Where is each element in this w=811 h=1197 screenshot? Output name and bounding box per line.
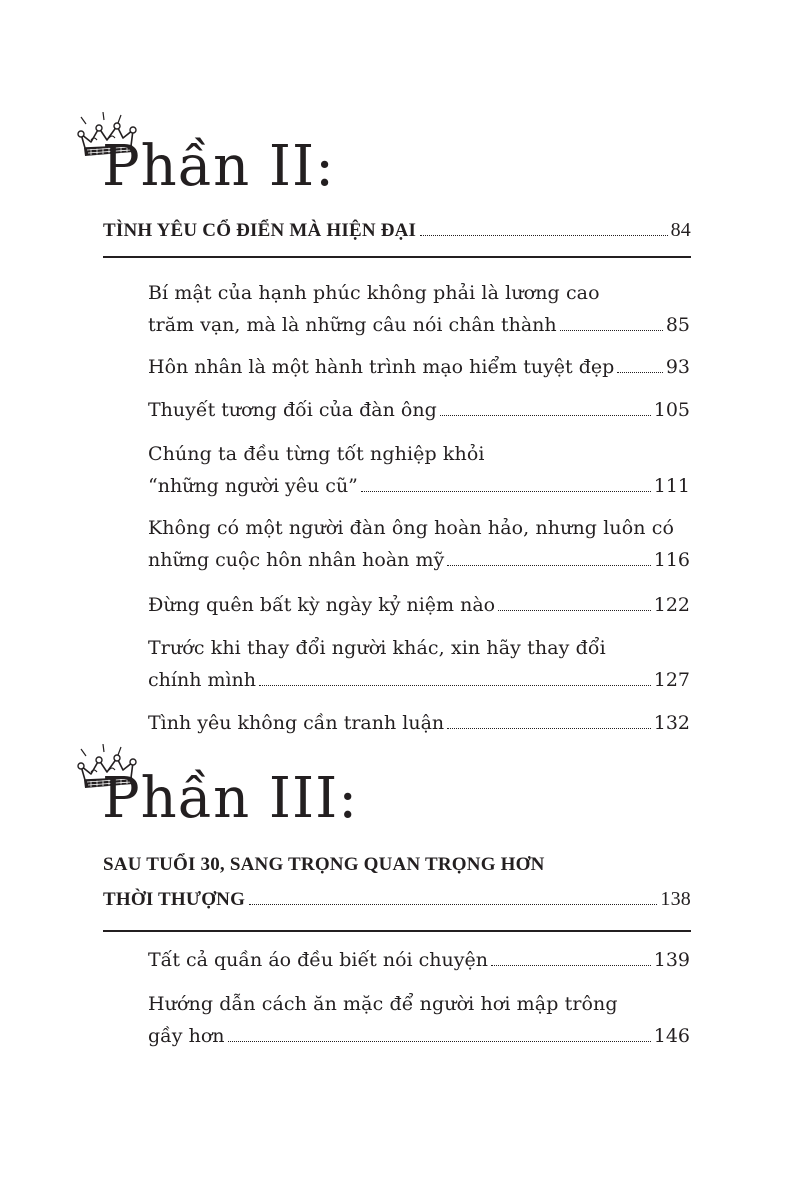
part-2-heading (77, 112, 697, 212)
page-number: 122 (653, 594, 690, 616)
toc-entry[interactable] (148, 944, 690, 976)
chapter-title-line: SAU TUỔI 30, SANG TRỌNG QUAN TRỌNG HƠN (103, 854, 545, 875)
dot-leader (498, 610, 651, 611)
page-number: 111 (653, 475, 690, 497)
part-title: Phần III: (102, 766, 359, 831)
chapter-title: THỜI THƯỢNG (103, 889, 246, 910)
entry-title-line: Tình yêu không cần tranh luận (148, 712, 445, 734)
entry-title-line: Trước khi thay đổi người khác, xin hãy thay đổi (148, 637, 606, 659)
chapter-title: TÌNH YÊU CỔ ĐIỂN MÀ HIỆN ĐẠI (103, 220, 417, 241)
dot-leader (447, 728, 651, 729)
entry-title-line: những cuộc hôn nhân hoàn mỹ (148, 549, 445, 571)
entry-title-line: Hướng dẫn cách ăn mặc để người hơi mập trông (148, 993, 618, 1015)
entry-title-line: Tất cả quần áo đều biết nói chuyện (148, 949, 488, 971)
page-number: 93 (665, 356, 690, 378)
entry-title-line: “những người yêu cũ” (148, 475, 358, 497)
dot-leader (491, 965, 651, 966)
toc-entry[interactable] (148, 988, 690, 1052)
entry-title-line: trăm vạn, mà là những câu nói chân thành (148, 314, 557, 336)
dot-leader (259, 685, 651, 686)
dot-leader (361, 491, 651, 492)
dot-leader (447, 565, 651, 566)
entry-title-line: Hôn nhân là một hành trình mạo hiểm tuyệt đẹp (148, 356, 615, 378)
page-number: 116 (653, 549, 690, 571)
dot-leader (420, 235, 667, 236)
page-number: 84 (670, 219, 691, 241)
divider (103, 256, 691, 258)
dot-leader (249, 904, 657, 905)
toc-entry[interactable] (148, 394, 690, 426)
part-3-heading (77, 744, 697, 844)
toc-entry[interactable] (148, 632, 690, 696)
page-number: 105 (653, 399, 690, 421)
dot-leader (440, 415, 651, 416)
toc-entry[interactable] (148, 589, 690, 621)
dot-leader (617, 372, 663, 373)
page-number: 132 (653, 712, 690, 734)
page-number: 139 (653, 949, 690, 971)
entry-title-line: Thuyết tương đối của đàn ông (148, 399, 437, 421)
chapter-entry[interactable] (103, 213, 691, 248)
toc-entry[interactable] (148, 512, 690, 576)
toc-entry[interactable] (148, 707, 690, 739)
entry-title-line: Đừng quên bất kỳ ngày kỷ niệm nào (148, 594, 496, 616)
page-number: 146 (653, 1025, 690, 1047)
page-number: 138 (660, 888, 691, 910)
toc-entry[interactable] (148, 277, 690, 341)
entry-title-line: gầy hơn (148, 1025, 225, 1047)
toc-entry[interactable] (148, 438, 690, 502)
dot-leader (228, 1041, 651, 1042)
entry-title-line: Không có một người đàn ông hoàn hảo, nhưng luôn có (148, 517, 675, 539)
part-title: Phần II: (102, 134, 336, 199)
page-number: 127 (653, 669, 690, 691)
entry-title-line: Chúng ta đều từng tốt nghiệp khỏi (148, 443, 485, 465)
entry-title-line: chính mình (148, 669, 257, 691)
dot-leader (560, 330, 663, 331)
entry-title-line: Bí mật của hạnh phúc không phải là lương cao (148, 282, 600, 304)
chapter-entry[interactable] (103, 848, 691, 917)
toc-entry[interactable] (148, 351, 690, 383)
page-number: 85 (665, 314, 690, 336)
divider (103, 930, 691, 932)
